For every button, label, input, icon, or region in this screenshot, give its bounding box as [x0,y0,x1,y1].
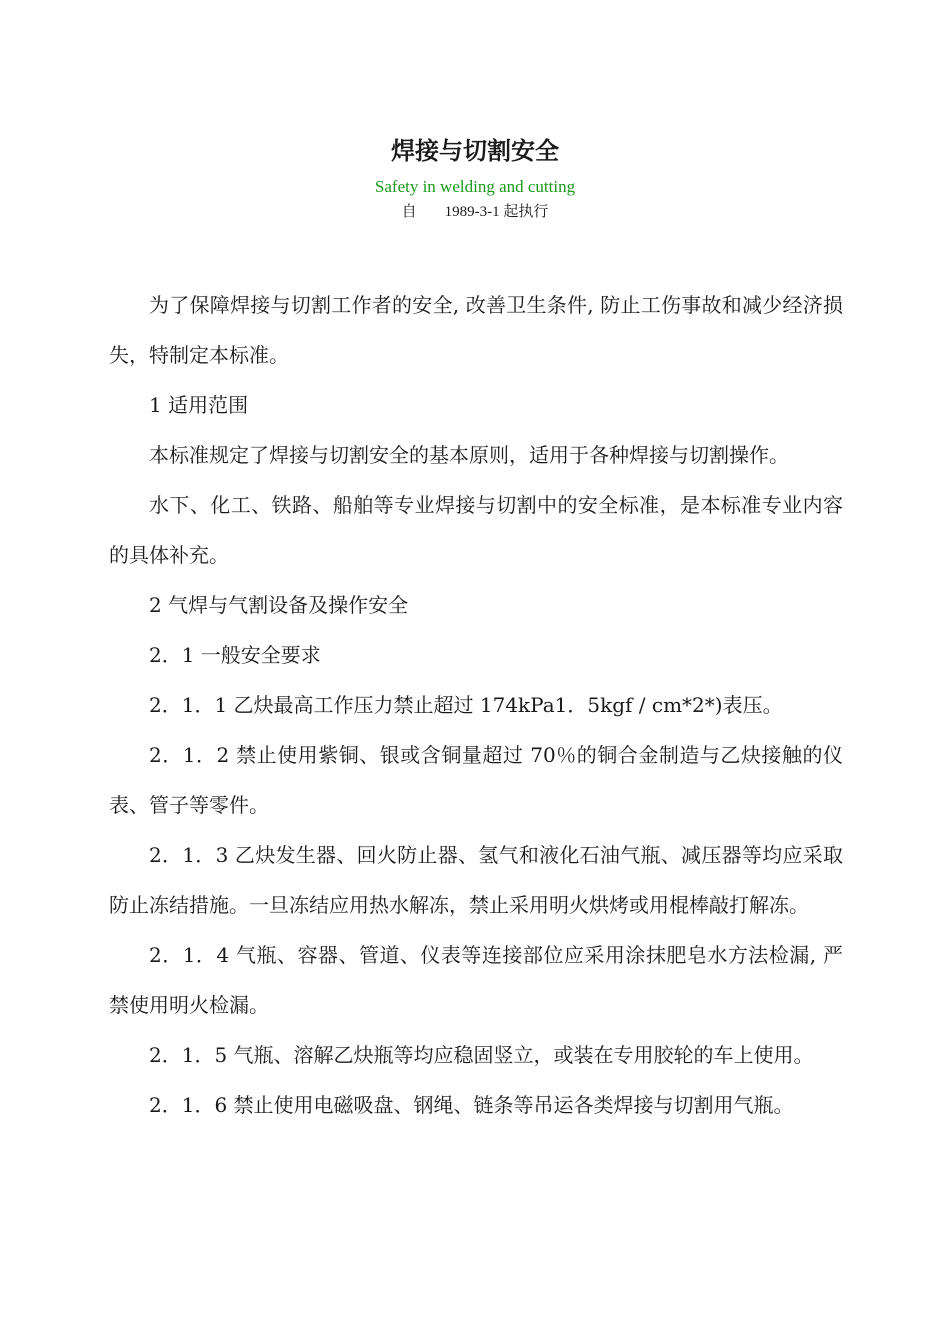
clause-2-1-4: 2．1．4 气瓶、容器、管道、仪表等连接部位应采用涂抹肥皂水方法检漏, 严禁使用明火检漏。 [109,943,843,1017]
document-title: 焊接与切割安全 [391,137,559,165]
section-heading-scope: 1 适用范围 [149,393,249,417]
clause-2-1-5: 2．1．5 气瓶、溶解乙炔瓶等均应稳固竖立，或装在专用胶轮的车上使用。 [149,1043,814,1067]
section-heading-gas-welding: 2 气焊与气割设备及操作安全 [149,593,409,617]
effective-suffix: 起执行 [503,204,549,220]
effective-prefix: 自 [401,204,417,220]
clause-2-1-6: 2．1．6 禁止使用电磁吸盘、钢绳、链条等吊运各类焊接与切割用气瓶。 [149,1093,794,1117]
effective-date: 1989-3-1 [444,204,500,220]
subsection-heading-general: 2．1 一般安全要求 [149,643,321,667]
effective-date-line [0,202,950,222]
intro-paragraph: 为了保障焊接与切割工作者的安全, 改善卫生条件, 防止工伤事故和减少经济损失，特制定本标准。 [109,293,843,367]
clause-2-1-1: 2．1．1 乙炔最高工作压力禁止超过 174kPa1．5kgf / cm*2*)表压。 [149,693,783,717]
clause-2-1-2: 2．1．2 禁止使用紫铜、银或含铜量超过 70％的铜合金制造与乙炔接触的仪表、管子等零件。 [109,743,843,817]
document-subtitle: Safety in welding and cutting [374,177,576,196]
paragraph-scope-1: 本标准规定了焊接与切割安全的基本原则，适用于各种焊接与切割操作。 [149,443,789,467]
clause-2-1-3: 2．1．3 乙炔发生器、回火防止器、氢气和液化石油气瓶、减压器等均应采取防止冻结措施。一旦冻结应用热水解冻，禁止采用明火烘烤或用棍棒敲打解冻。 [109,843,843,917]
document-body [109,280,843,1130]
paragraph-scope-2: 水下、化工、铁路、船舶等专业焊接与切割中的安全标准，是本标准专业内容的具体补充。 [109,493,843,567]
